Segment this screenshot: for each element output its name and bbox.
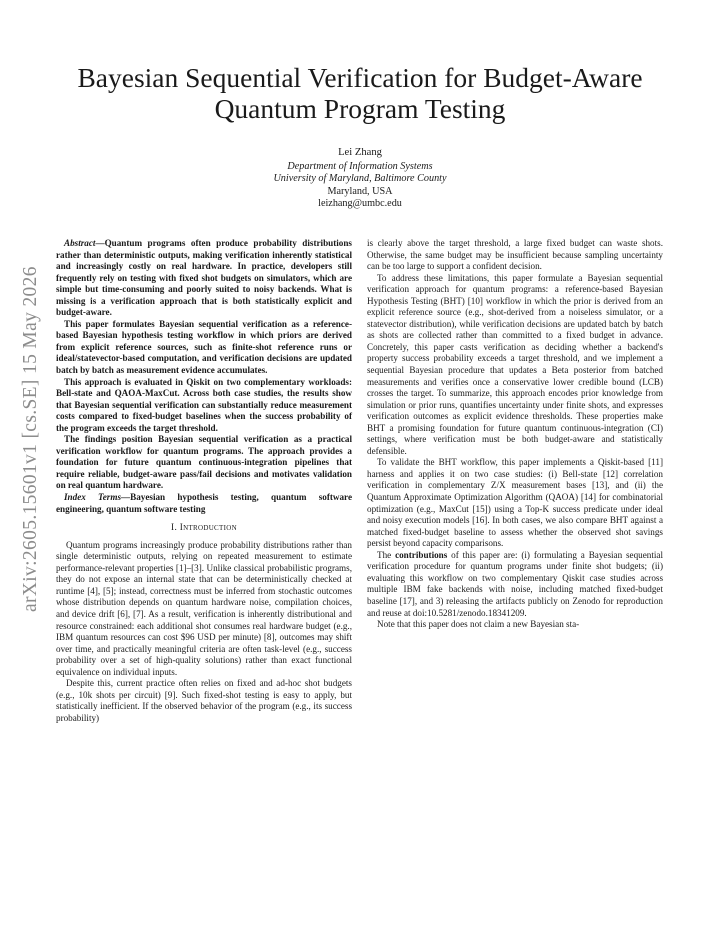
right-paragraph-1: is clearly above the target threshold, a large fixed budget can waste shots. Otherwise, the same budget may be insufficient because sampling uncertainty can be too large to support a confident decision. [367, 238, 663, 272]
right-paragraph-3: To validate the BHT workflow, this paper implements a Qiskit-based [11] harness and applies it on two case studies: (i) Bell-state [12] correlation verification in complementary Z/X measurement bases [13], and (ii) the Quantum Approximate Optimization Algorithm (QAOA) [14] for combinatorial optimization (e.g., MaxCut [15]) using a Top-K success predicate under ideal and noisy execution models [16]. In both cases, we also compare BHT against a matched fixed-budget baseline to assess whether the observed shot savings persist beyond capacity comparisons. [367, 457, 663, 549]
arxiv-stamp-text[interactable]: arXiv:2605.15601v1 [cs.SE] 15 May 2026 [20, 266, 41, 612]
abstract-paragraph-4: The findings position Bayesian sequential verification as a practical verification workflow for quantum programs. The approach provides a foundation for future quantum continuous-integration pipelines that require reliable, budget-aware pass/fail decisions and motivates validation on real quantum hardware. [56, 434, 352, 491]
right-paragraph-5: Note that this paper does not claim a new Bayesian sta- [377, 619, 580, 630]
contributions-pre: The [377, 549, 396, 560]
right-column [367, 238, 663, 631]
paper-title: Bayesian Sequential Verification for Budget-Aware Quantum Program Testing [77, 62, 643, 124]
index-terms-label: Index Terms [64, 492, 122, 503]
contributions-text: of this paper are: (i) formulating a Bayesian sequential verification procedure for quantum programs under finite shot budgets; (ii) evaluating this workflow on two complementary Qiskit case studies across multiple IBM fake backends with noise, including matched fixed-budget baseline [17], and 3) releasing the artifacts publicly on Zenodo for reproduction and reuse at doi:10.5281/zenodo.18341209. [367, 549, 663, 618]
contributions-paragraph [367, 550, 663, 619]
author-department: Department of Information Systems [287, 160, 433, 172]
introduction-left [56, 540, 352, 725]
index-terms-text: —Bayesian hypothesis testing, quantum software engineering, quantum software testing [56, 492, 352, 514]
author-location: Maryland, USA [327, 185, 393, 197]
right-paragraph-2: To address these limitations, this paper formulate a Bayesian sequential verification approach for quantum programs: a reference-based Bayesian Hypothesis Testing (BHT) [10] workflow in which the prior is derived from an explicit reference source (e.g., shot-derived from a noiseless simulator, or a statevector distribution), while verification decisions are updated batch by batch as shots are collected rather than committed to a fixed budget in advance. Concretely, this paper casts verification as deciding whether a backend's property success probability exceeds a target threshold, and we implement a sequential Bayesian procedure that updates a Beta posterior from batched measurements and verifies once a conservative lower credible bound (LCB) crosses the target. To summarize, this approach encodes prior knowledge from simulation or prior runs, quantifies uncertainty under finite shots, and expresses verification outcomes as explicit evidence thresholds. These properties make BHT a promising foundation for future quantum continuous-integration (CI) settings, where verification must be both budget-aware and statistically defensible. [367, 272, 663, 456]
author-block [160, 147, 560, 211]
abstract-paragraph-1 [56, 238, 352, 319]
abstract [56, 238, 352, 515]
intro-paragraph-1: Quantum programs increasingly produce probability distributions rather than single deterministic outputs, relying on repeated measurement to estimate performance-relevant properties [1]–[3]. Unlike classical probabilistic programs, they do not expose an internal state that can be deterministically checked at runtime [4], [5]; instead, correctness must be inferred from stochastic outcomes whose distribution depends on quantum hardware noise, compilation choices, and device drift [6], [7]. As a result, verification is inherently distributional and resource constrained: each additional shot consumes real hardware budget (e.g., IBM quantum resources can cost $96 USD per minute) [8], outcomes may shift over time, and practically meaningful criteria are often task-level (e.g., success probability over a set of high-quality solutions) rather than exact functional equivalence on individual inputs. [56, 539, 352, 677]
contributions-bold: contributions [395, 549, 448, 560]
introduction-right [367, 238, 663, 631]
index-terms [56, 492, 352, 515]
author-name: Lei Zhang [338, 147, 382, 158]
author-email[interactable]: leizhang@umbc.edu [318, 198, 402, 210]
intro-paragraph-2: Despite this, current practice often relies on fixed and ad-hoc shot budgets (e.g., 10k shots per circuit) [9]. Such fixed-shot testing is easy to apply, but statistically inefficient. If the observed behavior of the program (e.g., its success probability) [56, 678, 352, 723]
abstract-label: Abstract [64, 238, 96, 248]
left-column [56, 238, 352, 724]
section-heading-introduction: I. Introduction [171, 523, 237, 534]
author-university: University of Maryland, Baltimore County [273, 173, 447, 185]
abstract-paragraph-2: This paper formulates Bayesian sequential verification as a reference-based Bayesian hypothesis testing workflow in which priors are derived from explicit reference sources, such as finite-shot reference runs or ideal/statevector-based computation, and verification decisions are updated batch by batch as measurement evidence accumulates. [56, 318, 352, 376]
abstract-text-1: —Quantum programs often produce probability distributions rather than deterministic outputs, making verification inherently statistical and increasingly costly on real hardware. In practice, developers still frequently rely on testing with fixed shot budgets on simulators, which are simple but time-consuming and poorly suited to noisy backends. What is missing is a verification approach that is both statistically explicit and budget-aware. [56, 238, 352, 318]
abstract-paragraph-3: This approach is evaluated in Qiskit on two complementary workloads: Bell-state and QAOA-MaxCut. Across both case studies, the results show that Bayesian sequential verification can substantially reduce measurement costs compared to fixed-budget baselines when the success probability of the program exceeds the target threshold. [56, 376, 352, 433]
